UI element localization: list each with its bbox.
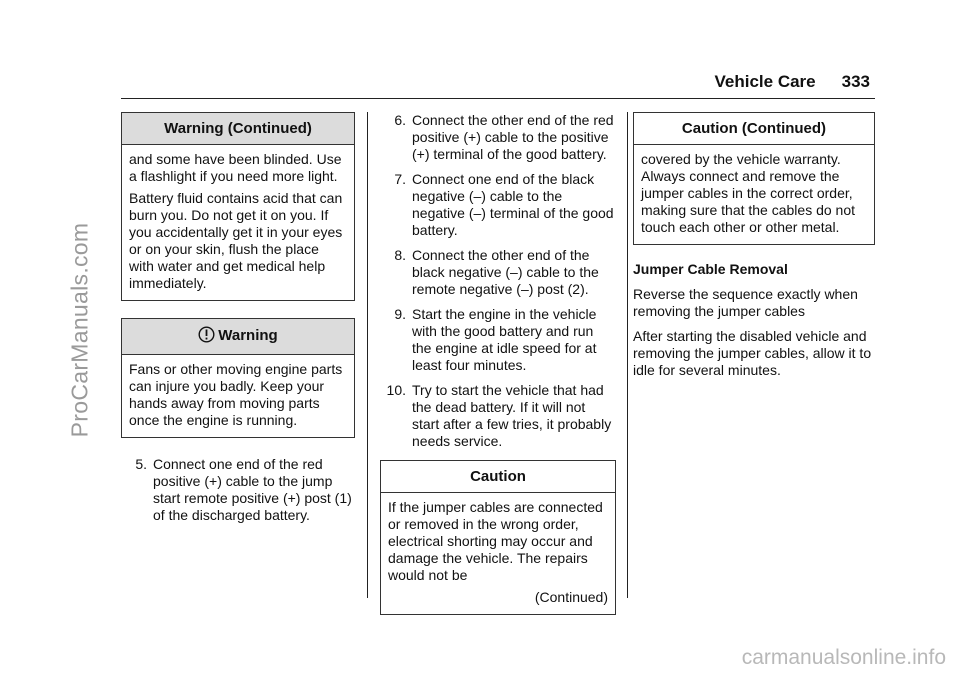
- step-text: Connect one end of the red positive (+) cable to the jump start remote positive (+) post (1) of the discharged battery.: [153, 456, 352, 523]
- warning-continued-paragraph: and some have been blinded. Use a flashlight if you need more light.: [129, 151, 342, 184]
- steps-list: [380, 112, 616, 450]
- body-paragraph: After starting the disabled vehicle and removing the jumper cables, allow it to idle for several minutes.: [633, 328, 872, 378]
- steps-list: [121, 456, 355, 524]
- warning-header: [122, 319, 354, 355]
- list-item: [380, 382, 616, 450]
- step-number: 10.: [386, 382, 406, 398]
- list-item: [380, 171, 616, 239]
- warning-text: Fans or other moving engine parts can injure you badly. Keep your hands away from moving parts once the engine is running.: [129, 361, 343, 428]
- step-number: 5.: [135, 456, 147, 472]
- step-number: 9.: [394, 306, 406, 322]
- side-watermark-text: ProCarManuals.com: [66, 222, 93, 438]
- header-divider: [121, 98, 875, 99]
- list-item: [380, 306, 616, 374]
- column-2: [380, 112, 616, 615]
- list-item: [380, 112, 616, 163]
- step-text: Connect one end of the black negative (–) cable to the negative (–) terminal of the good battery.: [412, 171, 614, 238]
- step-number: 7.: [394, 171, 406, 187]
- caution-continued-text: covered by the vehicle warranty. Always connect and remove the jumper cables in the correct order, making sure that the cables do not touch each other or other metal.: [641, 151, 856, 235]
- step-text: Connect the other end of the red positive (+) cable to the positive (+) terminal of the good battery.: [412, 112, 614, 162]
- column-1: [121, 112, 355, 532]
- column-divider-2: [627, 112, 628, 598]
- step-text: Try to start the vehicle that had the dead battery. If it will not start after a few tries, it probably needs service.: [412, 382, 612, 449]
- caution-continued-title: Caution (Continued): [634, 113, 874, 145]
- warning-continued-title: Warning (Continued): [122, 113, 354, 145]
- warning-continued-box: [121, 112, 355, 301]
- warning-box: [121, 318, 355, 438]
- column-3: [633, 112, 875, 387]
- step-number: 6.: [394, 112, 406, 128]
- warning-icon: [198, 326, 215, 347]
- list-item: [121, 456, 355, 524]
- step-text: Start the engine in the vehicle with the good battery and run the engine at idle speed for at least four minutes.: [412, 306, 597, 373]
- page-number: 333: [841, 72, 870, 91]
- column-divider-1: [367, 112, 368, 598]
- caution-title: Caution: [381, 461, 615, 493]
- caution-box: [380, 460, 616, 615]
- page-header: [715, 72, 871, 92]
- continued-label: (Continued): [534, 589, 608, 605]
- section-subheading: Jumper Cable Removal: [633, 261, 788, 277]
- section-title: Vehicle Care: [714, 72, 816, 91]
- caution-text: If the jumper cables are connected or removed in the wrong order, electrical shorting may occur and damage the vehicle. The repairs would not be: [388, 499, 603, 583]
- list-item: [380, 247, 616, 298]
- warning-continued-paragraph: Battery fluid contains acid that can burn you. Do not get it on you. If you accidentally get it in your eyes or on your skin, flush the place with water and get medical help immediately.: [129, 190, 343, 291]
- bottom-watermark: carmanualsonline.info: [741, 646, 946, 669]
- warning-title: Warning: [218, 327, 278, 344]
- side-watermark: [60, 222, 100, 438]
- caution-continued-box: [633, 112, 875, 245]
- step-number: 8.: [394, 247, 406, 263]
- body-paragraph: Reverse the sequence exactly when removing the jumper cables: [633, 286, 858, 319]
- step-text: Connect the other end of the black negative (–) cable to the remote negative (–) post (2).: [412, 247, 599, 297]
